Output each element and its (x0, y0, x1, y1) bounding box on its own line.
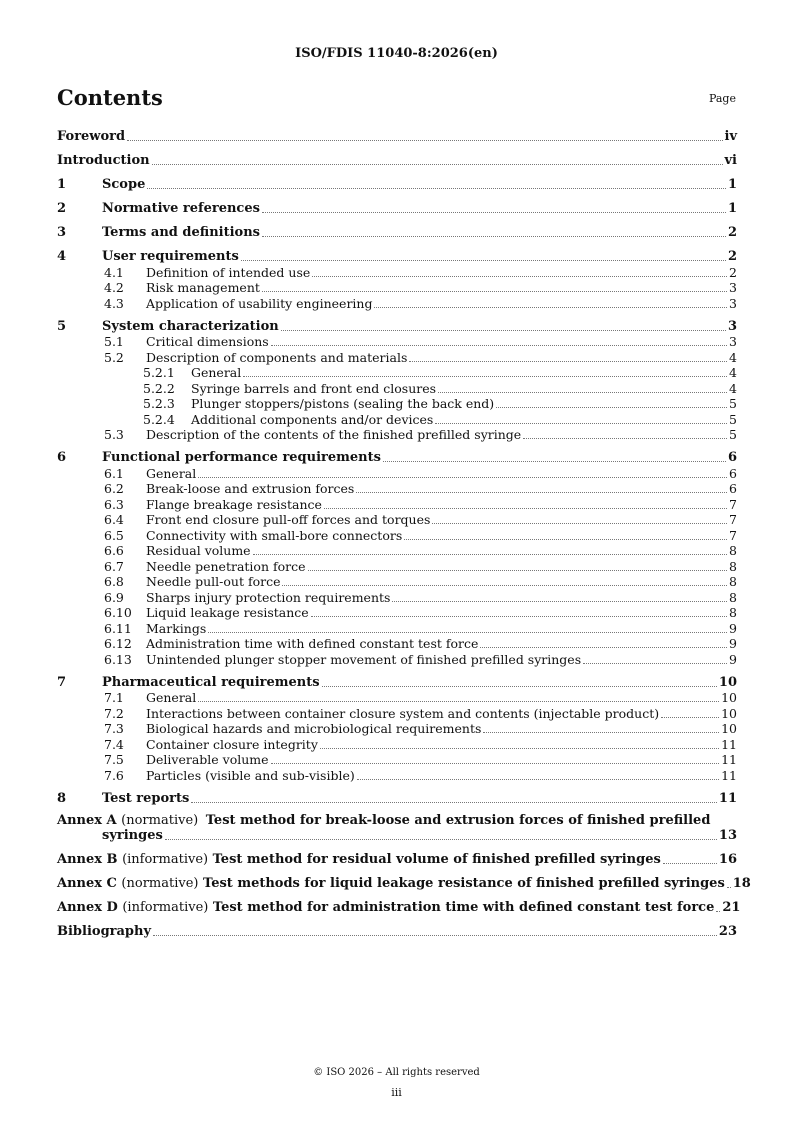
annex-page: 18 (732, 875, 751, 891)
toc-entry-title: Pharmaceutical requirements (102, 674, 320, 690)
leader-dots (311, 616, 727, 617)
toc-entry-title: Administration time with defined constant test force (146, 636, 479, 651)
toc-entry[interactable] (57, 349, 737, 365)
toc-entry-title: Normative references (102, 201, 260, 216)
toc-entry-title: General (146, 465, 197, 481)
toc-entry[interactable] (57, 543, 737, 559)
toc-entry[interactable] (57, 589, 737, 605)
toc-entry-title: Introduction (57, 153, 150, 168)
toc-entry-title: Break-loose and extrusion forces (146, 481, 355, 496)
toc-entry-number: 6.12 (104, 636, 132, 651)
toc-entry[interactable] (57, 365, 737, 381)
toc-entry-page: 8 (729, 558, 737, 574)
toc-entry-number: 1 (57, 177, 67, 192)
toc-entry-page: 11 (721, 767, 737, 783)
toc-entry-number: 7 (57, 674, 67, 690)
toc-entry[interactable] (57, 152, 737, 168)
toc-entry-title: Needle pull-out force (146, 574, 281, 589)
toc-entry-title: User requirements (102, 249, 239, 264)
toc-entry[interactable] (57, 318, 737, 334)
annex-name: Annex C (57, 875, 117, 891)
leader-dots (322, 686, 717, 687)
annex-name: Annex A (57, 812, 117, 828)
toc-entry[interactable] (57, 248, 737, 264)
annex-title-continued: syringes (102, 827, 163, 843)
toc-entry-page: 5 (729, 396, 737, 411)
toc-entry-page: 11 (721, 736, 737, 752)
toc-entry-annex-c[interactable] (57, 875, 751, 891)
annex-title: Test method for residual volume of finished prefilled syringes (212, 851, 661, 867)
leader-dots (324, 508, 727, 509)
toc-entry-number: 4.2 (104, 280, 124, 295)
toc-entry-number: 6.4 (104, 512, 124, 527)
annex-name: Annex D (57, 899, 118, 915)
table-of-contents (57, 128, 751, 939)
toc-entry[interactable] (57, 334, 737, 350)
toc-entry-page: 3 (727, 318, 737, 334)
toc-entry-page: 3 (729, 295, 737, 311)
leader-dots (198, 701, 719, 702)
document-header: ISO/FDIS 11040-8:2026(en) (295, 46, 498, 61)
toc-entry[interactable] (57, 224, 737, 240)
toc-entry-title: General (191, 365, 242, 380)
leader-dots (243, 376, 727, 377)
toc-entry-page: 4 (729, 380, 737, 396)
toc-entry-title: Markings (146, 620, 207, 636)
toc-entry-page: 7 (729, 527, 737, 543)
toc-entry-title: Syringe barrels and front end closures (191, 380, 437, 396)
toc-entry[interactable] (57, 128, 737, 144)
leader-dots (312, 276, 727, 277)
toc-entry-annex-b[interactable] (57, 851, 737, 867)
toc-entry-page: vi (724, 153, 737, 168)
toc-entry-page: 8 (729, 574, 737, 589)
leader-dots (165, 839, 717, 840)
toc-entry[interactable] (57, 264, 737, 280)
toc-entry-title: Foreword (57, 129, 126, 144)
toc-entry-page: 10 (721, 705, 737, 721)
toc-entry-title: Application of usability engineering (146, 295, 373, 311)
toc-entry-page: 5 (729, 427, 737, 442)
leader-dots (308, 570, 728, 571)
leader-dots (483, 732, 719, 733)
toc-entry-title: Scope (102, 177, 146, 192)
toc-entry-number: 6.2 (104, 481, 124, 496)
leader-dots (262, 212, 726, 213)
leader-dots (383, 461, 726, 462)
toc-entry-title: Test reports (102, 790, 190, 806)
toc-entry-number: 4 (57, 249, 67, 264)
toc-entry-page: 1 (727, 201, 737, 216)
leader-dots (198, 477, 727, 478)
toc-entry-page: 23 (718, 923, 737, 939)
page-title: Contents (57, 85, 163, 110)
toc-entry-title: Flange breakage resistance (146, 496, 322, 512)
annex-title: Test methods for liquid leakage resistance of finished prefilled syringes (203, 875, 725, 891)
toc-entry-number: 5.2.3 (143, 396, 175, 411)
leader-dots (392, 601, 727, 602)
toc-entry[interactable] (57, 721, 737, 737)
toc-entry[interactable] (57, 574, 737, 590)
toc-entry-page: 7 (729, 512, 737, 527)
toc-entry-number: 7.6 (104, 767, 124, 783)
toc-entry[interactable] (57, 411, 737, 427)
leader-dots (438, 392, 727, 393)
annex-kind: (informative) (122, 851, 209, 867)
toc-entry-page: 2 (727, 225, 737, 240)
annex-kind: (normative) (121, 812, 199, 828)
leader-dots (271, 345, 727, 346)
toc-entry-title: Deliverable volume (146, 752, 269, 767)
toc-entry[interactable] (57, 527, 737, 543)
toc-entry[interactable] (57, 380, 737, 396)
toc-entry-title: Liquid leakage resistance (146, 605, 309, 620)
toc-entry-number: 7.4 (104, 736, 124, 752)
copyright-notice: © ISO 2026 – All rights reserved (313, 1067, 480, 1078)
toc-entry-title: Terms and definitions (102, 225, 260, 240)
leader-dots (727, 887, 731, 888)
toc-entry-page: 8 (729, 543, 737, 558)
leader-dots (153, 935, 717, 936)
leader-dots (241, 260, 726, 261)
toc-entry-title: Description of the contents of the finished prefilled syringe (146, 427, 522, 442)
leader-dots (661, 717, 719, 718)
toc-entry-page: 10 (721, 721, 737, 736)
toc-entry-page: 8 (729, 605, 737, 620)
toc-entry-title: Sharps injury protection requirements (146, 589, 391, 605)
toc-entry-page: 4 (729, 365, 737, 380)
toc-entry-page: 4 (729, 349, 737, 365)
annex-page: 16 (718, 851, 737, 867)
toc-entry-page: 6 (729, 465, 737, 481)
leader-dots (716, 911, 720, 912)
toc-entry-number: 5.2 (104, 349, 124, 365)
toc-entry[interactable] (57, 767, 737, 783)
toc-entry[interactable] (57, 674, 737, 690)
annex-title: Test method for administration time with defined constant test force (212, 899, 715, 915)
leader-dots (282, 585, 727, 586)
toc-entry[interactable] (57, 295, 737, 311)
toc-entry-number: 7.2 (104, 705, 124, 721)
toc-entry-number: 6.11 (104, 620, 132, 636)
leader-dots (191, 802, 717, 803)
toc-entry[interactable] (57, 496, 737, 512)
toc-entry-title: Additional components and/or devices (191, 411, 434, 427)
toc-entry-number: 6.3 (104, 496, 124, 512)
toc-entry-title: Plunger stoppers/pistons (sealing the back end) (191, 396, 495, 411)
toc-entry[interactable] (57, 620, 737, 636)
toc-entry-number: 7.1 (104, 690, 124, 705)
toc-entry-page: 1 (727, 177, 737, 192)
toc-entry-page: 6 (729, 481, 737, 496)
toc-entry-title: Definition of intended use (146, 264, 311, 280)
toc-entry-page: 5 (729, 411, 737, 427)
toc-main-entries (57, 128, 737, 806)
page-number: iii (391, 1086, 402, 1099)
toc-entry-title: Description of components and materials (146, 349, 408, 365)
leader-dots (262, 236, 726, 237)
toc-entry-number: 8 (57, 790, 67, 806)
toc-entry-number: 5 (57, 318, 67, 334)
leader-dots (356, 492, 727, 493)
toc-entry-number: 6.13 (104, 651, 132, 667)
toc-entry-title: Connectivity with small-bore connectors (146, 527, 403, 543)
leader-dots (281, 330, 726, 331)
toc-entry-page: 6 (727, 450, 737, 465)
annex-kind: (informative) (122, 899, 209, 915)
toc-entry[interactable] (57, 396, 737, 412)
toc-entry[interactable] (57, 690, 737, 706)
toc-entry-page: 8 (729, 589, 737, 605)
leader-dots (152, 164, 723, 165)
leader-dots (127, 140, 722, 141)
toc-entry-page: 10 (718, 674, 737, 690)
toc-entry-title: Functional performance requirements (102, 450, 381, 465)
toc-entry-page: 10 (721, 690, 737, 705)
leader-dots (409, 361, 727, 362)
toc-entry-number: 7.3 (104, 721, 124, 736)
toc-entry[interactable] (57, 427, 737, 443)
toc-entry-number: 5.2.2 (143, 380, 175, 396)
leader-dots (357, 779, 719, 780)
toc-entry-number: 6.6 (104, 543, 124, 558)
toc-entry-title: Biological hazards and microbiological requirements (146, 721, 482, 736)
annex-name: Annex B (57, 851, 118, 867)
toc-entry-number: 6.8 (104, 574, 124, 589)
toc-entry[interactable] (57, 512, 737, 528)
toc-entry[interactable] (57, 200, 737, 216)
toc-entry-number: 5.2.1 (143, 365, 175, 380)
toc-entry[interactable] (57, 449, 737, 465)
toc-entry[interactable] (57, 705, 737, 721)
leader-dots (271, 763, 720, 764)
annex-page: 13 (718, 827, 737, 843)
leader-dots (435, 423, 727, 424)
toc-entry-number: 7.5 (104, 752, 124, 767)
toc-entry[interactable] (57, 280, 737, 296)
toc-entry[interactable] (57, 481, 737, 497)
leader-dots (262, 291, 727, 292)
toc-entry-page: 9 (729, 620, 737, 636)
toc-entry-bibliography[interactable] (57, 923, 737, 939)
toc-entry-title: Bibliography (57, 923, 152, 939)
leader-dots (374, 307, 727, 308)
toc-entry-number: 6 (57, 450, 67, 465)
toc-entry-number: 6.5 (104, 527, 124, 543)
toc-entry-title: Unintended plunger stopper movement of finished prefilled syringes (146, 651, 582, 667)
leader-dots (320, 748, 719, 749)
toc-entry[interactable] (57, 736, 737, 752)
toc-entry-title: Front end closure pull-off forces and torques (146, 512, 431, 527)
toc-entry-page: 3 (729, 280, 737, 295)
toc-entry-page: 11 (721, 752, 737, 767)
toc-entry-title: Residual volume (146, 543, 251, 558)
leader-dots (432, 523, 727, 524)
toc-entry-number: 6.7 (104, 558, 124, 574)
leader-dots (583, 663, 727, 664)
toc-entry-page: 7 (729, 496, 737, 512)
page-column-label: Page (708, 92, 736, 105)
toc-entry-title: System characterization (102, 318, 279, 334)
toc-entry-page: 11 (718, 790, 737, 806)
toc-entry-page: 9 (729, 651, 737, 667)
toc-entry-number: 4.1 (104, 264, 124, 280)
leader-dots (404, 539, 727, 540)
toc-entry-number: 5.2.4 (143, 411, 175, 427)
leader-dots (480, 647, 727, 648)
leader-dots (147, 188, 726, 189)
annex-title: Test method for break-loose and extrusion forces of finished prefilled (205, 812, 711, 828)
toc-entry-page: 3 (729, 334, 737, 349)
toc-entry[interactable] (57, 636, 737, 652)
toc-entry-number: 5.3 (104, 427, 124, 442)
toc-entry-page: iv (724, 129, 737, 144)
toc-entry[interactable] (57, 605, 737, 621)
leader-dots (663, 863, 717, 864)
toc-entry[interactable] (57, 651, 737, 667)
toc-entry-number: 2 (57, 201, 67, 216)
toc-entry-title: Container closure integrity (146, 736, 318, 752)
leader-dots (208, 632, 727, 633)
toc-entry-title: Risk management (146, 280, 260, 295)
toc-entry-number: 3 (57, 225, 67, 240)
leader-dots (523, 438, 727, 439)
toc-entry[interactable] (57, 790, 737, 806)
toc-entry-number: 6.9 (104, 589, 124, 605)
toc-entry-annex-a[interactable] (57, 813, 737, 843)
leader-dots (496, 407, 727, 408)
toc-entry-title: General (146, 690, 197, 705)
toc-entry[interactable] (57, 465, 737, 481)
leader-dots (253, 554, 727, 555)
toc-entry[interactable] (57, 752, 737, 768)
annex-kind: (normative) (121, 875, 199, 891)
toc-entry-annex-d[interactable] (57, 899, 741, 915)
toc-entry-number: 4.3 (104, 295, 124, 311)
toc-entry-title: Interactions between container closure system and contents (injectable product) (146, 705, 660, 721)
annex-page: 21 (722, 899, 741, 915)
toc-entry-number: 5.1 (104, 334, 124, 349)
toc-entry-number: 6.10 (104, 605, 132, 620)
toc-entry-page: 2 (729, 264, 737, 280)
toc-entry-page: 9 (729, 636, 737, 651)
toc-entry-number: 6.1 (104, 465, 124, 481)
toc-entry-page: 2 (727, 249, 737, 264)
toc-entry-title: Needle penetration force (146, 558, 306, 574)
toc-entry[interactable] (57, 176, 737, 192)
toc-entry-title: Critical dimensions (146, 334, 269, 349)
toc-entry[interactable] (57, 558, 737, 574)
toc-entry-title: Particles (visible and sub-visible) (146, 767, 355, 783)
